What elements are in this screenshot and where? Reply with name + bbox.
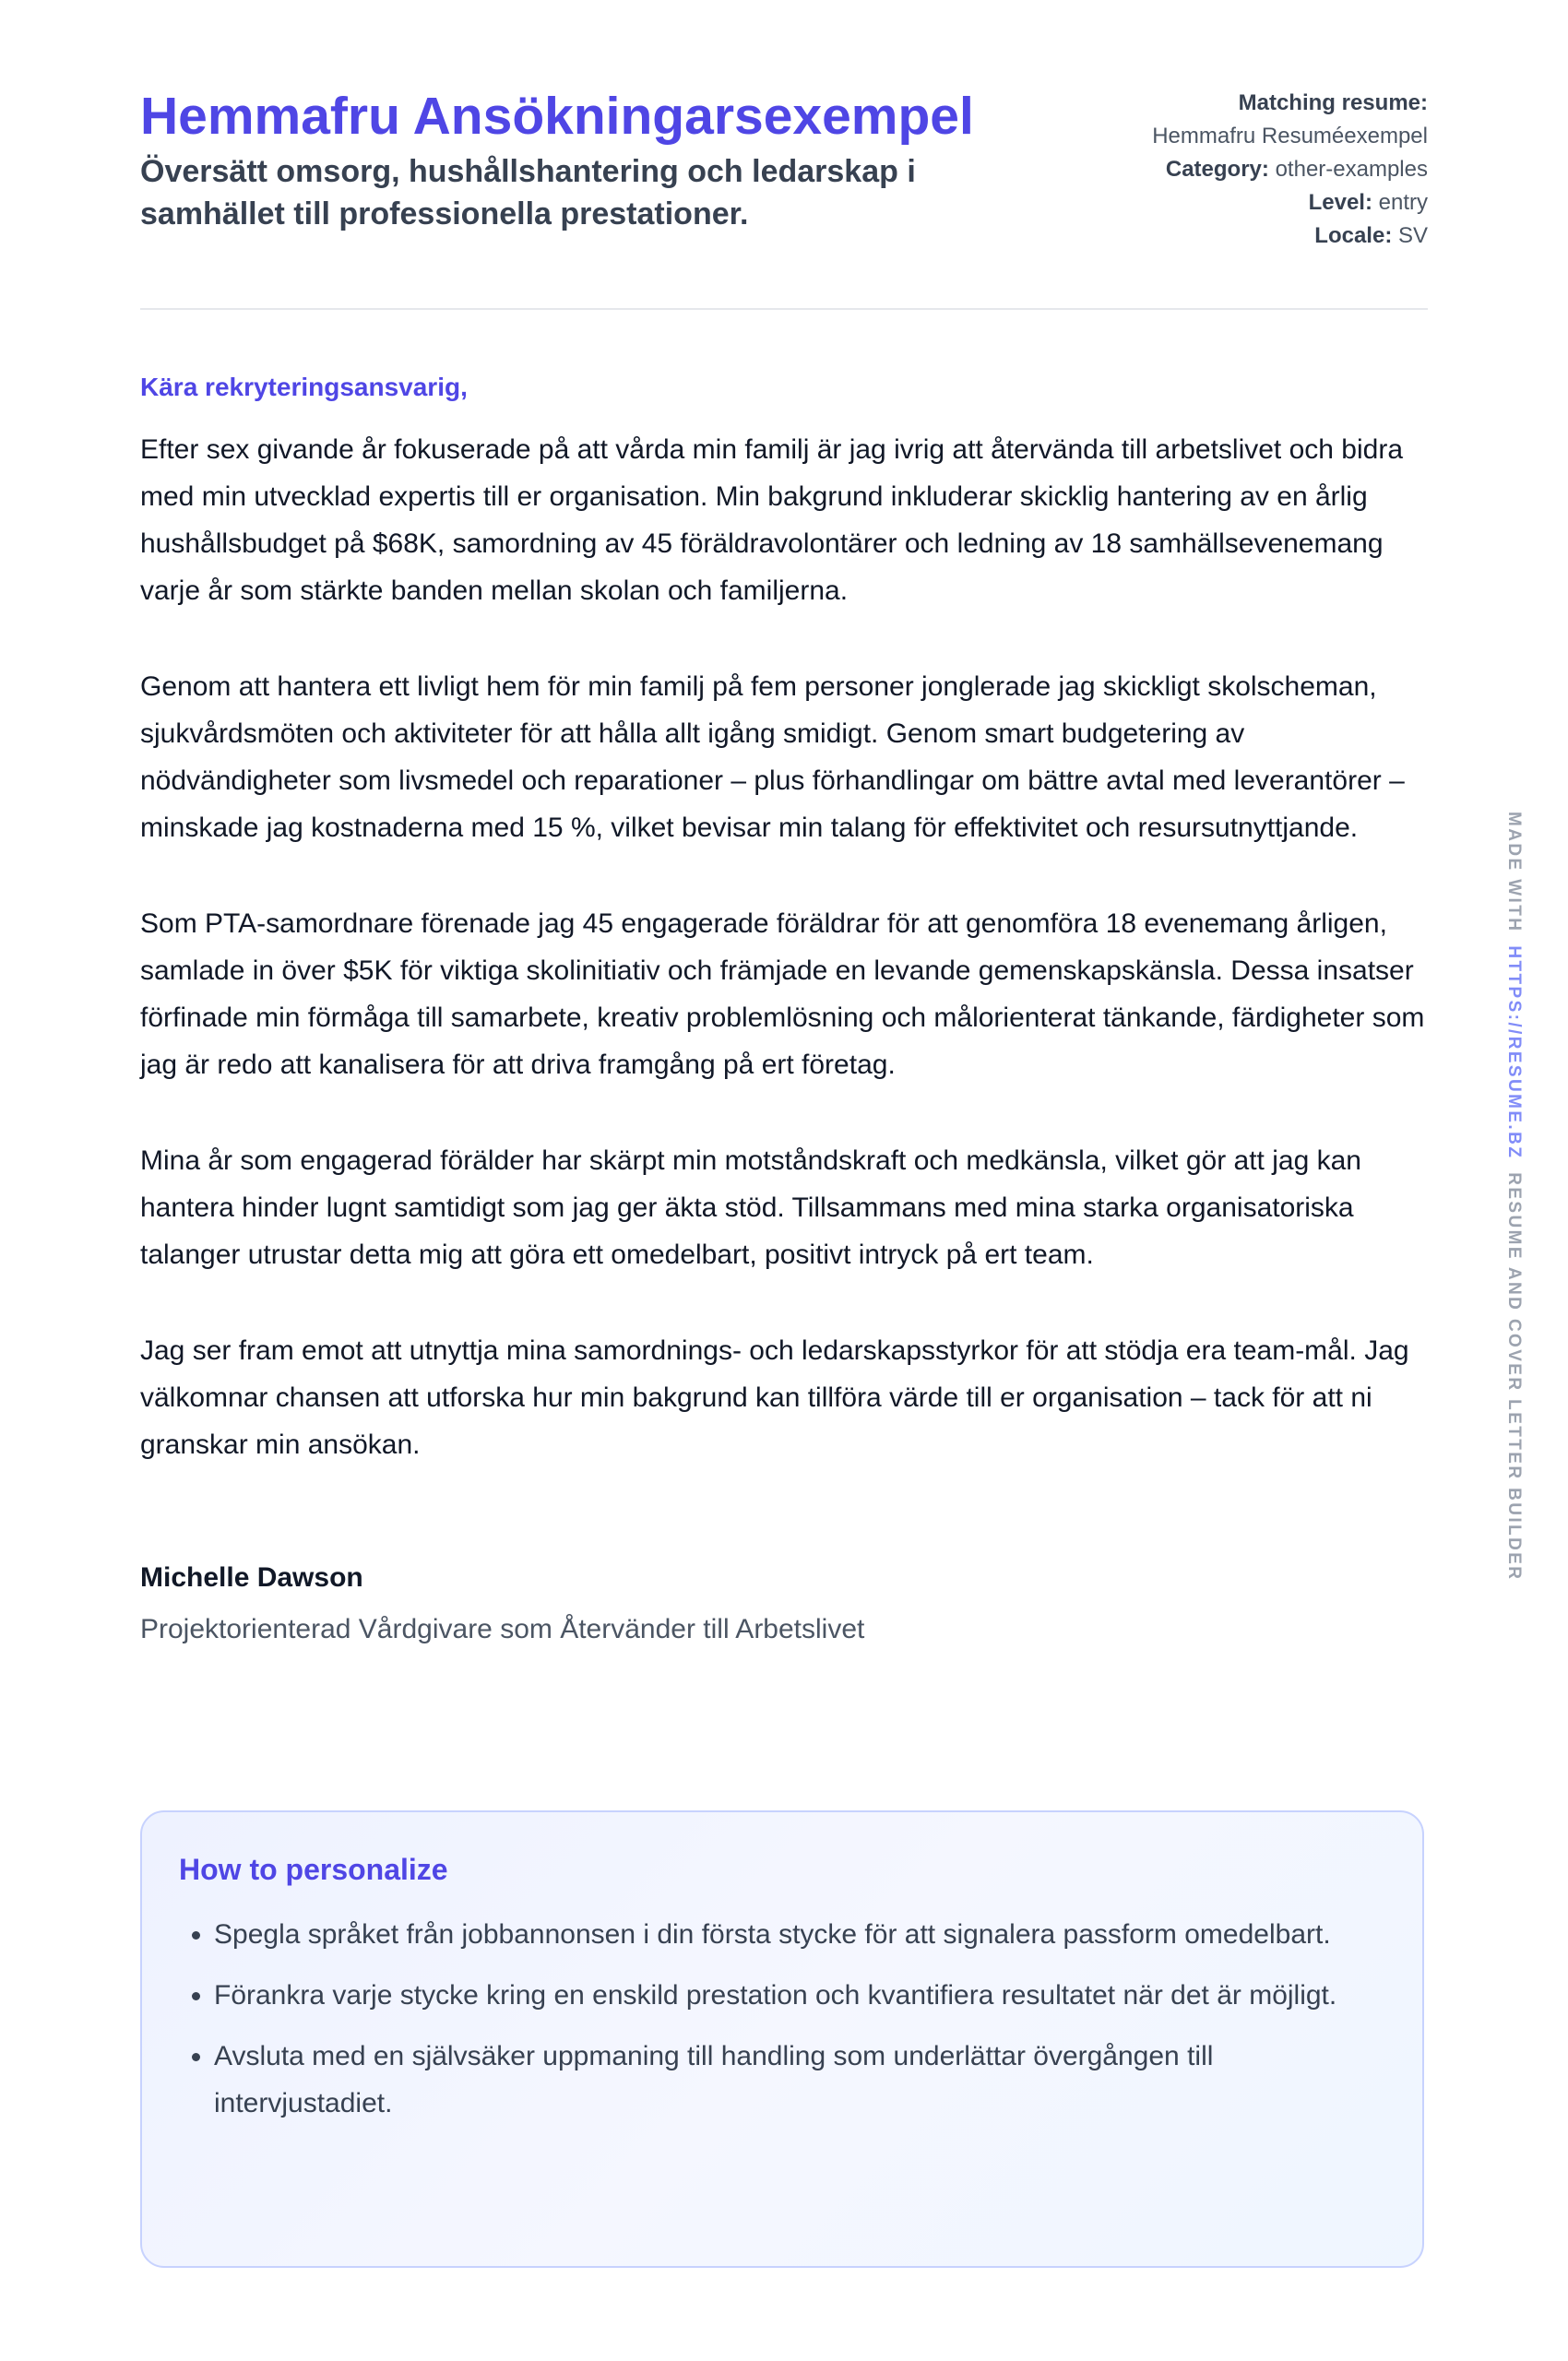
meta-locale (1152, 219, 1428, 253)
meta-panel (1152, 85, 1428, 253)
meta-matching-resume-value: Hemmafru Resuméexempel (1152, 124, 1428, 148)
letter-paragraph-1: Efter sex givande år fokuserade på att vårda min familj är jag ivrig att återvända till arbetslivet och bidra med min utvecklad expertis till er organisation. Min bakgrund inkluderar skicklig hantering av en årlig hushållsbudget på $68K, samordning av 45 föräldravolontärer och ledning av 18 samhällsevenemang varje år som stärkte banden mellan skolan och familjerna. (140, 434, 1404, 606)
meta-category (1152, 153, 1428, 186)
meta-matching-resume-label: Matching resume: (1238, 90, 1428, 115)
header-left (140, 85, 1026, 235)
made-with-sidebar (1502, 812, 1524, 1582)
tips-title: How to personalize (179, 1853, 448, 1886)
sidebar-made-with: MADE WITH (1504, 812, 1524, 933)
tip-item-1: • Spegla språket från jobbannonsen i din första stycke för att signalera passform omedelbart. (214, 1911, 1385, 1958)
meta-locale-value: SV (1397, 223, 1428, 248)
meta-level (1152, 186, 1428, 219)
letter-greeting: Kära rekryteringsansvarig, (140, 373, 468, 401)
meta-category-label: Category: (1165, 157, 1269, 182)
page-subtitle: Översätt omsorg, hushållshantering och ledarskap i samhället till professionella prestationer. (140, 154, 916, 231)
letter-paragraph-5: Jag ser fram emot att utnyttja mina samordnings- och ledarskapsstyrkor för att stödja era team-mål. Jag välkomnar chansen att utforska hur min bakgrund kan tillföra värde till er organisation – tack för att ni granskar min ansökan. (140, 1335, 1409, 1460)
signature (140, 1562, 1428, 1645)
header-divider (140, 308, 1428, 310)
letter-paragraph-3: Som PTA-samordnare förenade jag 45 engagerade föräldrar för att genomföra 18 evenemang årligen, samlade in över $5K för viktiga skolinitiativ och främjade en levande gemenskapskänsla. Dessa insatser förfinade min förmåga till samarbete, kreativ problemlösning och målorienterat tänkande, färdigheter som jag är redo att kanalisera för att driva framgång på ert företag. (140, 908, 1425, 1080)
page-title: Hemmafru Ansökningarsexempel (140, 87, 974, 146)
tip-item-2: • Förankra varje stycke kring en enskild prestation och kvantifiera resultatet när det är möjligt. (214, 1972, 1385, 2019)
meta-level-value: entry (1378, 190, 1428, 215)
signature-title: Projektorienterad Vårdgivare som Återvänder till Arbetslivet (140, 1614, 865, 1644)
sidebar-text (1503, 812, 1524, 1581)
signature-name: Michelle Dawson (140, 1562, 363, 1593)
page (140, 85, 1428, 1645)
meta-level-label: Level: (1308, 190, 1372, 215)
meta-category-value: other-examples (1275, 157, 1428, 182)
tip-item-3: • Avsluta med en självsäker uppmaning till handling som underlättar övergången till intervjustadiet. (214, 2033, 1385, 2127)
sidebar-tagline: RESUME AND COVER LETTER BUILDER (1504, 1172, 1524, 1582)
tips-list (179, 1911, 1385, 2127)
sidebar-link[interactable]: HTTPS://RESUME.BZ (1504, 945, 1524, 1160)
header (140, 85, 1428, 253)
letter-paragraph-2: Genom att hantera ett livligt hem för min familj på fem personer jonglerade jag skickligt skolscheman, sjukvårdsmöten och aktiviteter för att hålla allt igång smidigt. Genom smart budgetering av nödvändigheter som livsmedel och reparationer – plus förhandlingar om bättre avtal med leverantörer – minskade jag kostnaderna med 15 %, vilket bevisar min talang för effektivitet och resursutnyttjande. (140, 671, 1405, 843)
personalize-tips-box (140, 1810, 1424, 2268)
meta-locale-label: Locale: (1314, 223, 1393, 248)
letter-paragraph-4: Mina år som engagerad förälder har skärpt min motståndskraft och medkänsla, vilket gör att jag kan hantera hinder lugnt samtidigt som jag ger äkta stöd. Tillsammans med mina starka organisatoriska talanger utrustar detta mig att göra ett omedelbart, positivt intryck på ert team. (140, 1145, 1361, 1270)
